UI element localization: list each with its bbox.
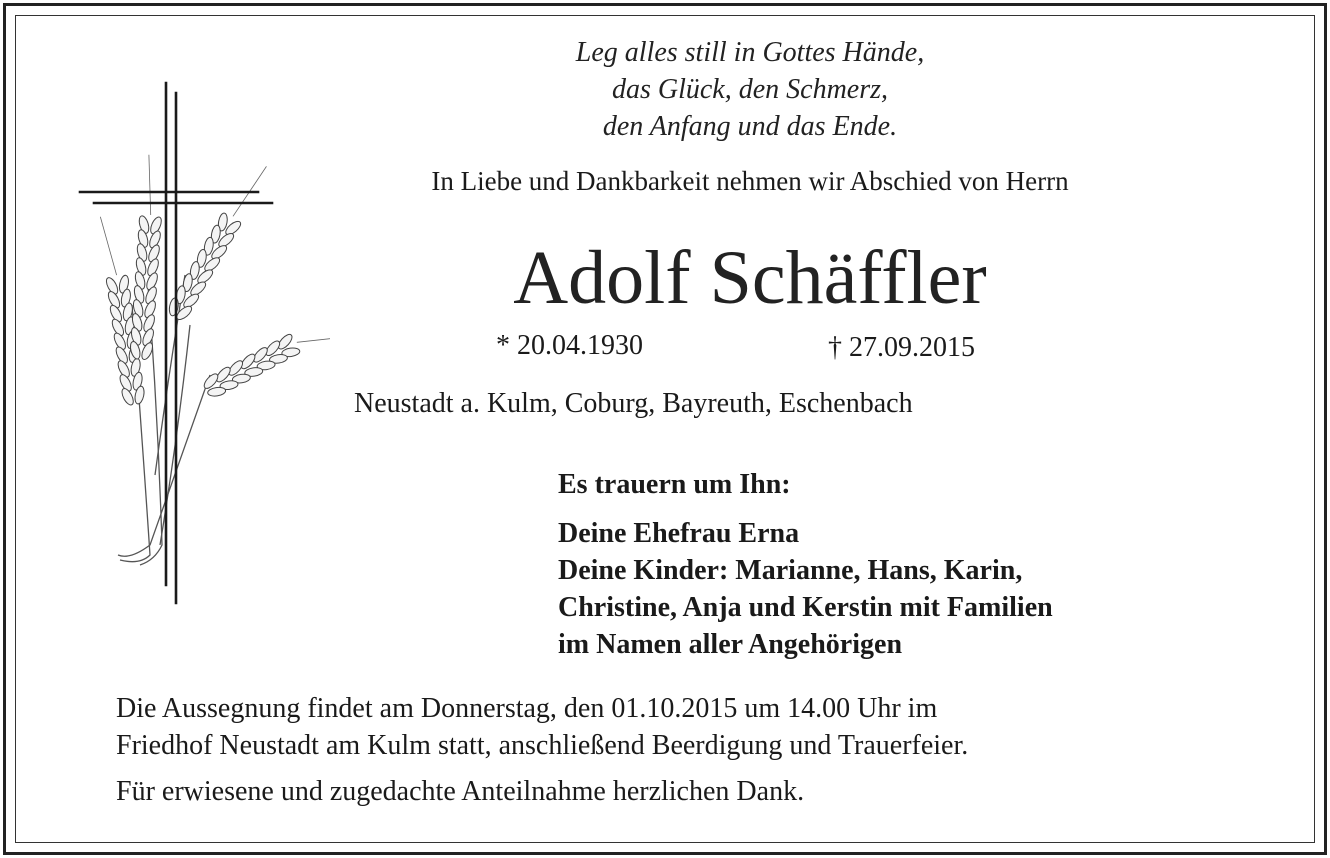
- mourners-line-2: Deine Kinder: Marianne, Hans, Karin,: [558, 555, 1023, 586]
- verse-line-3: den Anfang und das Ende.: [602, 111, 898, 142]
- mourners-block: [558, 466, 1053, 663]
- memorial-verse: [380, 34, 1120, 145]
- cross-with-wheat-icon: [70, 75, 330, 620]
- service-info: [116, 690, 968, 764]
- mourners-line-3: Christine, Anja und Kerstin mit Familien: [558, 592, 1053, 623]
- thanks-text: Für erwiesene und zugedachte Anteilnahme herzlichen Dank.: [116, 776, 805, 807]
- birth-date: * 20.04.1930: [496, 330, 643, 361]
- places: Neustadt a. Kulm, Coburg, Bayreuth, Eschenbach: [354, 388, 913, 419]
- deceased-name: Adolf Schäffler: [513, 236, 987, 320]
- service-line-2: Friedhof Neustadt am Kulm statt, anschließend Beerdigung und Trauerfeier.: [116, 730, 969, 761]
- service-line-1: Die Aussegnung findet am Donnerstag, den 01.10.2015 um 14.00 Uhr im: [116, 693, 938, 724]
- mourners-heading: Es trauern um Ihn:: [558, 469, 791, 500]
- mourners-line-4: im Namen aller Angehörigen: [558, 629, 903, 660]
- verse-line-2: das Glück, den Schmerz,: [611, 74, 889, 105]
- mourners-line-1: Deine Ehefrau Erna: [558, 518, 800, 549]
- death-date: † 27.09.2015: [828, 332, 975, 363]
- intro-text: In Liebe und Dankbarkeit nehmen wir Abschied von Herrn: [431, 166, 1069, 196]
- verse-line-1: Leg alles still in Gottes Hände,: [575, 37, 925, 68]
